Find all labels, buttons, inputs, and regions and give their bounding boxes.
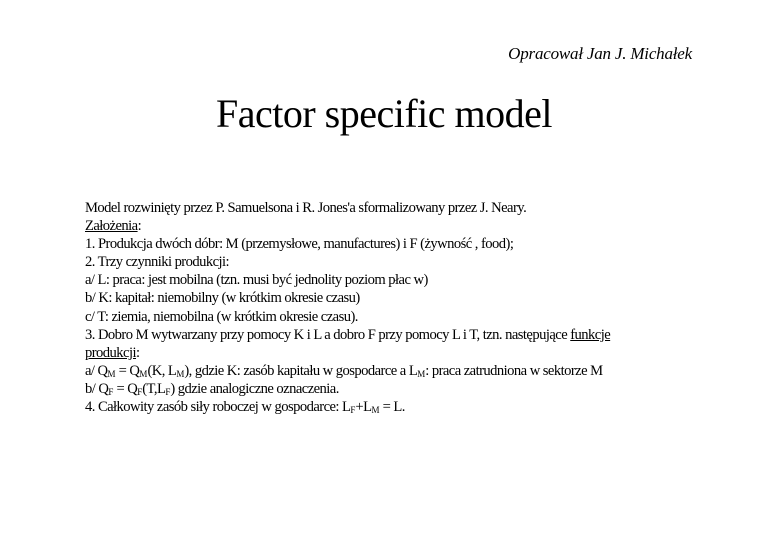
item-4 — [85, 398, 705, 416]
eq-b-sub: F — [108, 386, 114, 397]
eq-a-part: a/ Q — [85, 362, 108, 379]
item-3-cont — [85, 344, 705, 362]
eq-a-sub: M — [176, 368, 185, 379]
item-4-sub: F — [350, 405, 356, 416]
item-4-sub: M — [371, 405, 380, 416]
item-3 — [85, 326, 705, 344]
page-title: Factor specific model — [215, 91, 553, 136]
eq-a-part: = Q — [115, 362, 140, 379]
author-credit: Opracował Jan J. Michałek — [508, 44, 692, 63]
intro-line: Model rozwinięty przez P. Samuelsona i R. Jones'a sformalizowany przez J. Neary. — [85, 200, 527, 216]
item-2c: c/ T: ziemia, niemobilna (w krótkim okresie czasu). — [85, 308, 358, 325]
eq-a-sub: M — [107, 368, 116, 379]
item-3-colon: : — [135, 344, 140, 361]
item-2: 2. Trzy czynniki produkcji: — [85, 254, 230, 271]
eq-b-part: = Q — [113, 380, 138, 397]
item-3-link-funkcje: funkcje — [570, 326, 611, 343]
item-2b: b/ K: kapitał: niemobilny (w krótkim okresie czasu) — [85, 290, 360, 307]
assumptions-heading — [85, 217, 705, 235]
item-2a: a/ L: praca: jest mobilna (tzn. musi być jednolity poziom płac w) — [85, 272, 428, 289]
eq-b-sub: F — [165, 386, 171, 397]
eq-b-part: b/ Q — [85, 380, 109, 397]
assumptions-heading-text: Założenia — [85, 218, 138, 235]
eq-a-sub: M — [139, 368, 148, 379]
eq-a-part: (K, L — [147, 362, 177, 379]
eq-b-sub: F — [137, 386, 143, 397]
eq-b-part: ) gdzie analogiczne oznaczenia. — [170, 380, 339, 397]
item-3-link-produkcji: produkcji — [85, 344, 136, 361]
equation-a — [85, 362, 705, 380]
item-3-text: 3. Dobro M wytwarzany przy pomocy K i L a dobro F przy pomocy L i T, tzn. następujące — [85, 326, 571, 343]
item-4-part: = L. — [379, 399, 405, 416]
item-1: 1. Produkcja dwóch dóbr: M (przemysłowe, manufactures) i F (żywność , food); — [85, 236, 514, 253]
eq-b-part: (T,L — [142, 380, 166, 397]
eq-a-sub: M — [417, 368, 426, 379]
eq-a-part: ), gdzie K: zasób kapitału w gospodarce a L — [184, 362, 418, 379]
body-text — [85, 199, 705, 416]
eq-a-part: : praca zatrudniona w sektorze M — [425, 362, 603, 379]
equation-b — [85, 380, 705, 398]
item-4-part: 4. Całkowity zasób siły roboczej w gospodarce: L — [85, 399, 351, 416]
item-4-part: +L — [355, 399, 372, 416]
assumptions-colon: : — [137, 218, 142, 235]
